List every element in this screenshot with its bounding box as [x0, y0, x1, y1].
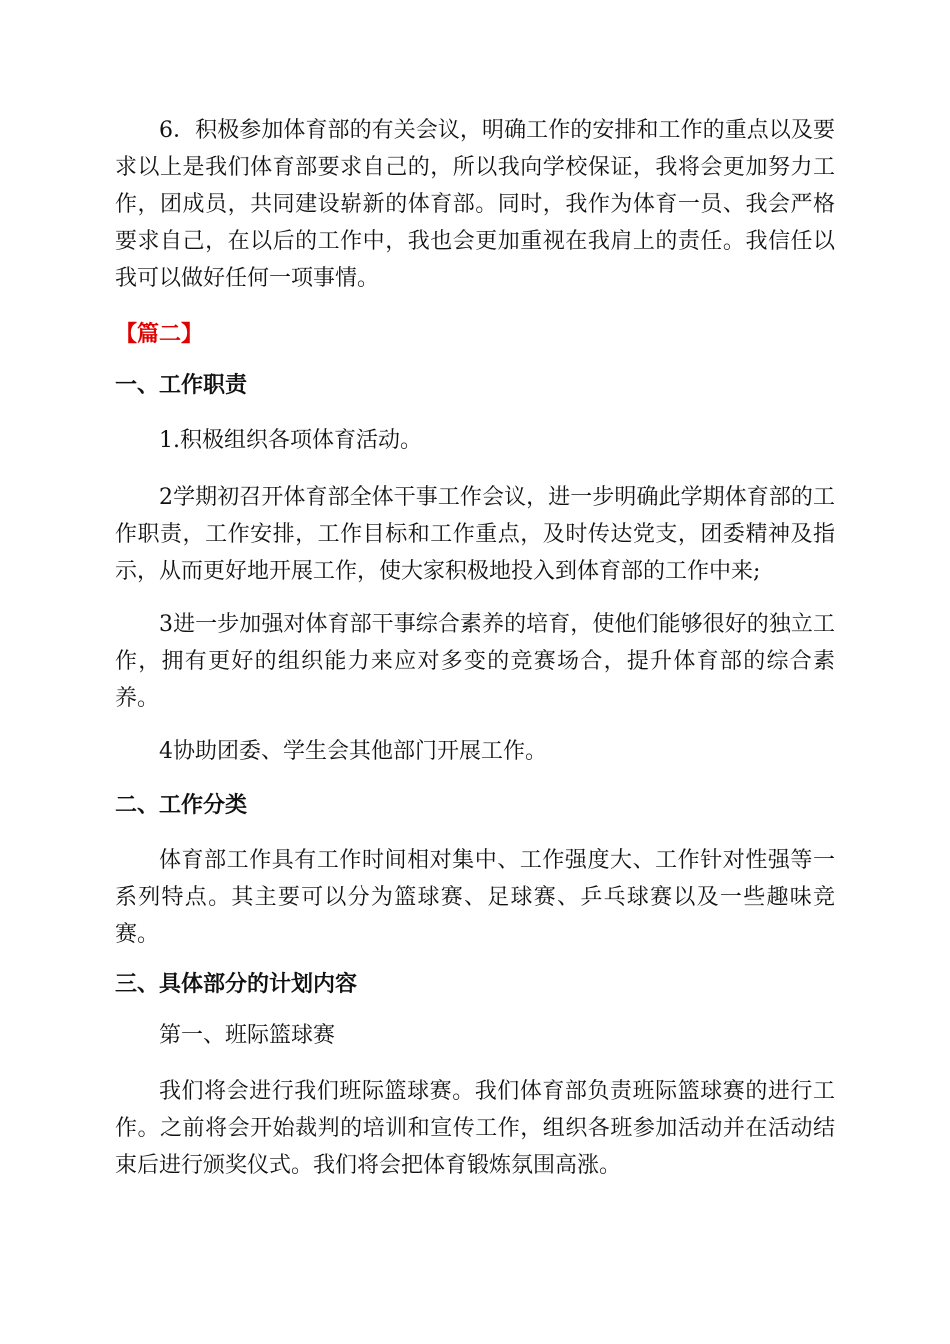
duty-item-3: 3进一步加强对体育部干事综合素养的培育，使他们能够很好的独立工作，拥有更好的组织能力来应对多变的竞赛场合，提升体育部的综合素养。 [115, 612, 835, 711]
duty-item-2: 2学期初召开体育部全体干事工作会议，进一步明确此学期体育部的工作职责，工作安排，工作目标和工作重点，及时传达党支，团委精神及指示，从而更好地开展工作，使大家积极地投入到体育部的工作中来; [115, 485, 835, 584]
paragraph-item-6: 6．积极参加体育部的有关会议，明确工作的安排和工作的重点以及要求以上是我们体育部要求自己的，所以我向学校保证，我将会更加努力工作，团成员，共同建设崭新的体育部。同时，我作为体育一员、我会严格要求自己，在以后的工作中，我也会更加重视在我肩上的责任。我信任以我可以做好任何一项事情。 [115, 118, 835, 291]
duty-item-1: 1.积极组织各项体育活动。 [159, 428, 422, 453]
section-mark: 【篇二】 [115, 321, 204, 347]
heading-plan-content: 三、具体部分的计划内容 [115, 971, 358, 997]
duty-item-4: 4协助团委、学生会其他部门开展工作。 [159, 739, 547, 764]
subheading-basketball: 第一、班际篮球赛 [159, 1023, 336, 1048]
heading-classification: 二、工作分类 [115, 792, 248, 818]
classification-paragraph: 体育部工作具有工作时间相对集中、工作强度大、工作针对性强等一系列特点。其主要可以分为篮球赛、足球赛、乒乓球赛以及一些趣味竞赛。 [115, 848, 835, 947]
heading-duties: 一、工作职责 [115, 372, 248, 398]
basketball-paragraph: 我们将会进行我们班际篮球赛。我们体育部负责班际篮球赛的进行工作。之前将会开始裁判的培训和宣传工作，组织各班参加活动并在活动结束后进行颁奖仪式。我们将会把体育锻炼氛围高涨。 [115, 1079, 835, 1178]
